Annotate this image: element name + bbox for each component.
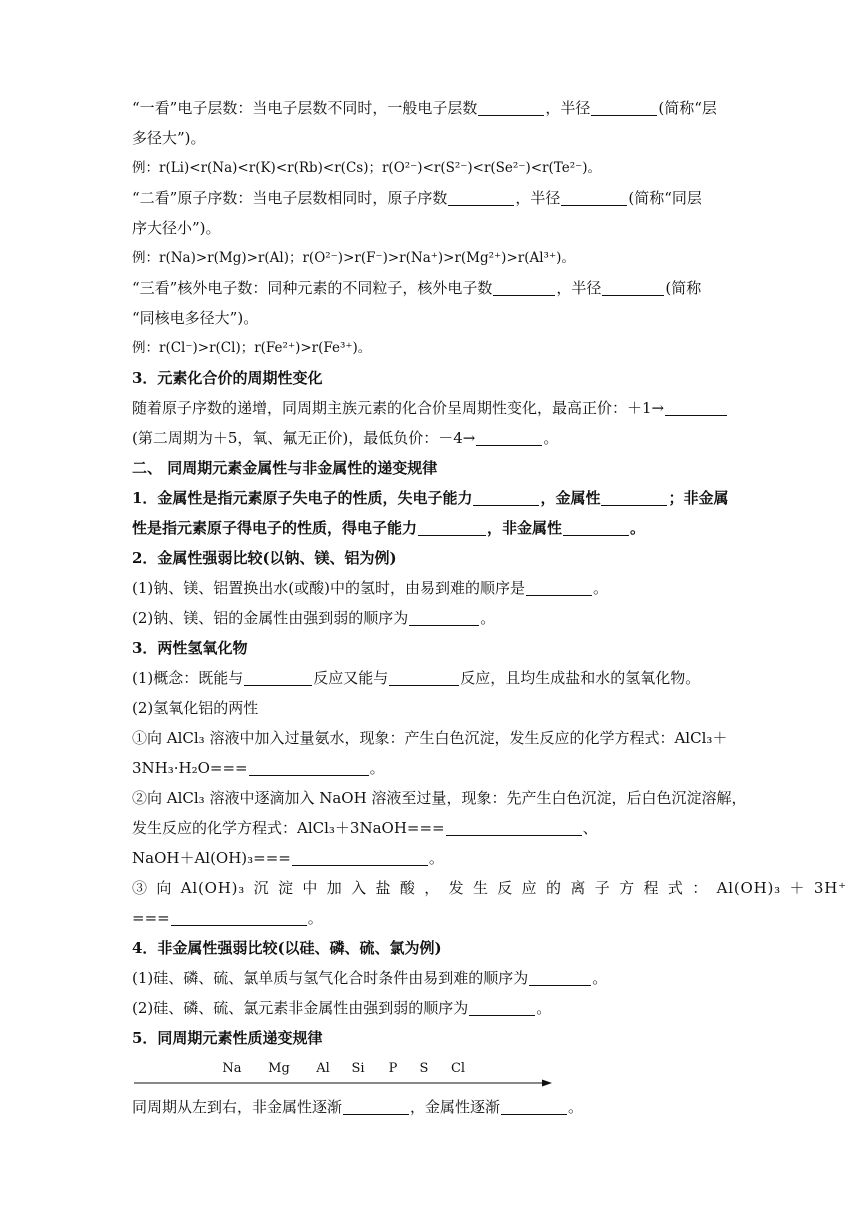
text: (简称“同层 [628,189,702,207]
text: 。 [480,609,496,627]
arrow-head [542,1080,552,1087]
answer-blank[interactable] [292,848,428,866]
text: 。 [536,999,552,1017]
text: (第二周期为＋5，氧、氟无正价)，最低负价：－4→ [132,429,476,447]
element-symbol-si: Si [351,1061,365,1076]
text: ，金属性 [540,489,601,507]
text: 发生反应的化学方程式：AlCl₃＋3NaOH=== [132,819,445,837]
answer-blank[interactable] [446,818,582,836]
reaction-2-line-1: ②向 AlCl₃ 溶液中逐滴加入 NaOH 溶液至过量，现象：先产生白色沉淀，后白色沉淀溶解， [132,789,747,807]
aluminum-hydroxide-subheading: (2)氢氧化铝的两性 [132,699,259,717]
valence-heading: 3．元素化合价的周期性变化 [132,369,323,387]
metallic-definition-line-2 [132,516,742,541]
text: (2)钠、镁、铝的金属性由强到弱的顺序为 [132,609,409,627]
valence-para-line-1 [132,396,742,421]
reaction-1-line-1: ①向 AlCl₃ 溶液中加入过量氨水，现象：产生白色沉淀，发生反应的化学方程式：AlCl₃＋ [132,729,728,747]
metal-comparison-heading: 2．金属性强弱比较(以钠、镁、铝为例) [132,549,397,567]
answer-blank[interactable] [249,758,369,776]
answer-blank[interactable] [563,518,629,536]
text: (2)硅、磷、硫、氯元素非金属性由强到弱的顺序为 [132,999,469,1017]
answer-blank[interactable] [665,398,727,416]
element-labels [222,1061,465,1076]
radius-rule-1-line-1 [132,96,742,121]
element-symbol-al: Al [316,1061,330,1076]
metallic-definition-line-1 [132,486,742,511]
answer-blank[interactable] [244,668,312,686]
reaction-2-line-3 [132,846,742,871]
text: 、 [582,819,598,837]
amphoteric-heading: 3．两性氢氧化物 [132,639,248,657]
text: 。 [592,579,608,597]
periodic-trend-heading: 5．同周期元素性质递变规律 [132,1029,323,1047]
answer-blank[interactable] [389,668,459,686]
nonmetal-comparison-heading: 4．非金属性强弱比较(以硅、磷、硫、氯为例) [132,939,442,957]
answer-blank[interactable] [478,98,544,116]
metal-question-2 [132,606,742,631]
answer-blank[interactable] [473,488,539,506]
text: 性是指元素原子得电子的性质，得电子能力 [132,519,418,537]
radius-rule-1-line-2: 多径大”)。 [132,129,206,147]
metal-question-1 [132,576,742,601]
answer-blank[interactable] [526,578,592,596]
text: (简称“层 [658,99,717,117]
example-2: 例：r(Na)>r(Mg)>r(Al)；r(O²⁻)>r(F⁻)>r(Na⁺)>r(Mg²⁺)>r(Al³⁺)。 [132,250,575,266]
radius-rule-3-line-1 [132,276,742,301]
radius-rule-3-line-2: “同核电多径大”)。 [132,309,259,327]
text: (1)硅、磷、硫、氯单质与氢气化合时条件由易到难的顺序为 [132,969,529,987]
text: ，非金属性 [487,519,563,537]
element-arrow-svg [132,1055,562,1095]
element-symbol-p: P [388,1061,398,1076]
example-3: 例：r(Cl⁻)>r(Cl)；r(Fe²⁺)>r(Fe³⁺)。 [132,340,372,356]
text: 随着原子序数的递增，同周期主族元素的化合价呈周期性变化，最高正价：＋1→ [132,399,665,417]
answer-blank[interactable] [601,488,667,506]
element-symbol-mg: Mg [268,1061,290,1076]
text: (简称 [665,279,702,297]
text: 。 [307,909,323,927]
radius-rule-2-line-2: 序大径小”)。 [132,219,221,237]
text: 3NH₃·H₂O=== [132,759,248,777]
reaction-2-line-2 [132,816,742,841]
text: 1．金属性是指元素原子失电子的性质，失电子能力 [132,489,473,507]
answer-blank[interactable] [561,188,627,206]
answer-blank[interactable] [448,188,514,206]
text: “三看”核外电子数：同种元素的不同粒子，核外电子数 [132,279,493,297]
text: 。 [428,849,444,867]
amphoteric-concept [132,666,742,691]
valence-para-line-2 [132,426,742,451]
text: 。 [630,519,646,537]
text: 。 [543,429,559,447]
text: 同周期从左到右，非金属性逐渐 [132,1098,343,1116]
nonmetal-question-1 [132,966,742,991]
text: 。 [592,969,608,987]
text: “二看”原子序数：当电子层数相同时，原子序数 [132,189,448,207]
text: (1)概念：既能与 [132,669,244,687]
reaction-1-line-2 [132,756,742,781]
text: ，半径 [556,279,602,297]
answer-blank[interactable] [591,98,657,116]
answer-blank[interactable] [602,278,664,296]
answer-blank[interactable] [529,968,591,986]
text: NaOH＋Al(OH)₃=== [132,849,291,867]
nonmetal-question-2 [132,996,742,1021]
element-symbol-na: Na [222,1061,242,1076]
element-symbol-s: S [419,1061,429,1076]
text: ；非金属 [668,489,729,507]
element-sequence-arrow [132,1055,742,1095]
text: 。 [369,759,385,777]
document-body [132,96,847,1120]
answer-blank[interactable] [418,518,486,536]
example-1: 例：r(Li)<r(Na)<r(K)<r(Rb)<r(Cs)；r(O²⁻)<r(S²⁻)<r(Se²⁻)<r(Te²⁻)。 [132,160,602,176]
text: === [132,909,170,927]
text: 反应又能与 [313,669,389,687]
text: (1)钠、镁、铝置换出水(或酸)中的氢时，由易到难的顺序是 [132,579,525,597]
answer-blank[interactable] [493,278,555,296]
text: ，半径 [545,99,591,117]
text: ，半径 [515,189,561,207]
text: 。 [568,1098,584,1116]
text: 反应，且均生成盐和水的氢氧化物。 [460,669,701,687]
trend-conclusion [132,1095,742,1120]
radius-rule-2-line-1 [132,186,742,211]
reaction-3-line-2 [132,906,742,931]
text: ，金属性逐渐 [410,1098,501,1116]
reaction-3-line-1: ③ 向 Al(OH)₃ 沉 淀 中 加 入 盐 酸 ， 发 生 反 应 的 离 子 方 程 式 ： Al(OH)₃ ＋ 3H⁺ [132,879,847,897]
answer-blank[interactable] [171,908,307,926]
answer-blank[interactable] [501,1097,567,1115]
text: “一看”电子层数：当电子层数不同时，一般电子层数 [132,99,478,117]
answer-blank[interactable] [343,1097,409,1115]
element-symbol-cl: Cl [450,1061,466,1076]
answer-blank[interactable] [469,998,535,1016]
answer-blank[interactable] [476,428,542,446]
section-2-heading: 二、 同周期元素金属性与非金属性的递变规律 [132,459,438,477]
answer-blank[interactable] [409,608,479,626]
